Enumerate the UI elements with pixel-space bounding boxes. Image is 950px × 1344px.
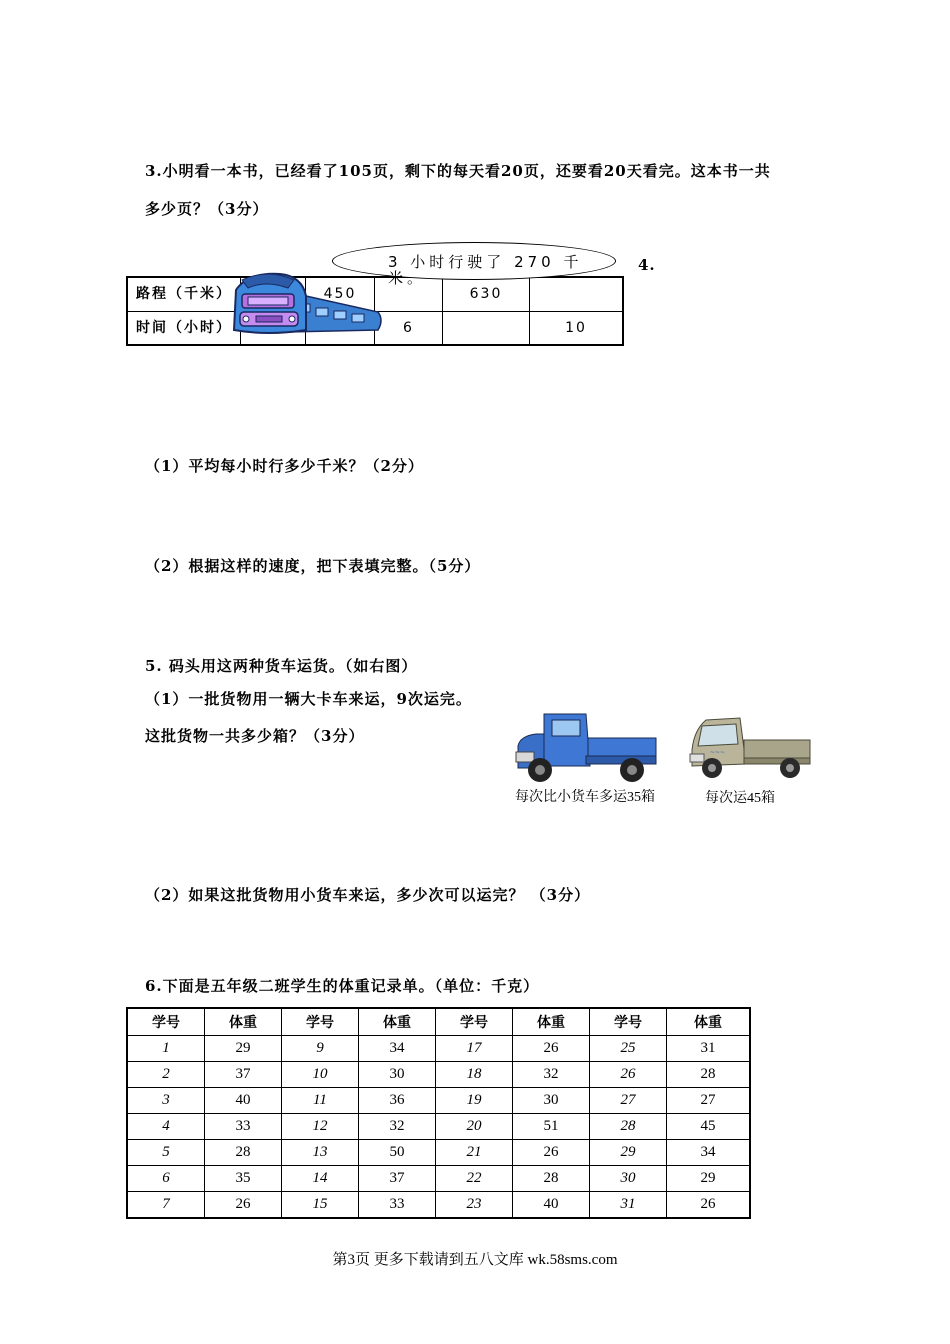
weight-cell: 28 bbox=[205, 1140, 282, 1166]
weight-cell: 26 bbox=[513, 1036, 590, 1062]
student-id-cell: 6 bbox=[127, 1166, 205, 1192]
student-id-cell: 17 bbox=[436, 1036, 513, 1062]
page-footer: 第3页 更多下载请到五八文库 wk.58sms.com bbox=[332, 1252, 618, 1268]
student-id-cell: 2 bbox=[127, 1062, 205, 1088]
student-id-cell: 13 bbox=[282, 1140, 359, 1166]
table-cell: 6 bbox=[375, 311, 443, 345]
student-id-cell: 30 bbox=[590, 1166, 667, 1192]
weight-cell: 51 bbox=[513, 1114, 590, 1140]
table-cell: 10 bbox=[530, 311, 624, 345]
weight-cell: 29 bbox=[205, 1036, 282, 1062]
student-id-cell: 26 bbox=[590, 1062, 667, 1088]
q4-sub2: （2）根据这样的速度，把下表填完整。（5分） bbox=[145, 557, 481, 575]
table-cell bbox=[443, 311, 530, 345]
table-row bbox=[127, 1140, 750, 1166]
weight-cell: 37 bbox=[205, 1062, 282, 1088]
weight-cell: 26 bbox=[667, 1192, 751, 1219]
header-weight: 体重 bbox=[667, 1008, 751, 1036]
student-id-cell: 9 bbox=[282, 1036, 359, 1062]
weight-cell: 40 bbox=[513, 1192, 590, 1219]
weight-cell: 30 bbox=[359, 1062, 436, 1088]
student-id-cell: 12 bbox=[282, 1114, 359, 1140]
q6-title: 6.下面是五年级二班学生的体重记录单。（单位：千克） bbox=[145, 977, 540, 995]
header-id: 学号 bbox=[282, 1008, 359, 1036]
weight-cell: 26 bbox=[513, 1140, 590, 1166]
q5-title: 5. 码头用这两种货车运货。（如右图） bbox=[145, 657, 418, 675]
student-id-cell: 11 bbox=[282, 1088, 359, 1114]
big-truck-caption: 每次比小货车多运35箱 bbox=[515, 790, 655, 805]
weight-cell: 30 bbox=[513, 1088, 590, 1114]
weight-cell: 29 bbox=[667, 1166, 751, 1192]
student-id-cell: 18 bbox=[436, 1062, 513, 1088]
student-id-cell: 22 bbox=[436, 1166, 513, 1192]
student-id-cell: 14 bbox=[282, 1166, 359, 1192]
table-row bbox=[127, 1166, 750, 1192]
q3-line2: 多少页？（3分） bbox=[145, 200, 269, 218]
small-truck-icon bbox=[688, 710, 812, 782]
q4-number: 4. bbox=[638, 256, 656, 274]
small-truck-decal: ~~~ bbox=[710, 749, 726, 756]
train-icon bbox=[228, 270, 386, 338]
weight-cell: 40 bbox=[205, 1088, 282, 1114]
table-cell: 450 bbox=[306, 277, 375, 311]
q5-sub2: （2）如果这批货物用小货车来运，多少次可以运完？ （3分） bbox=[145, 886, 591, 904]
header-id: 学号 bbox=[436, 1008, 513, 1036]
student-id-cell: 31 bbox=[590, 1192, 667, 1219]
student-id-cell: 29 bbox=[590, 1140, 667, 1166]
weight-cell: 28 bbox=[667, 1062, 751, 1088]
student-id-cell: 21 bbox=[436, 1140, 513, 1166]
student-id-cell: 1 bbox=[127, 1036, 205, 1062]
weight-cell: 32 bbox=[513, 1062, 590, 1088]
table-row bbox=[127, 1062, 750, 1088]
weight-cell: 33 bbox=[205, 1114, 282, 1140]
q4-sub1: （1）平均每小时行多少千米？（2分） bbox=[145, 457, 424, 475]
student-id-cell: 4 bbox=[127, 1114, 205, 1140]
weight-cell: 50 bbox=[359, 1140, 436, 1166]
weight-cell: 32 bbox=[359, 1114, 436, 1140]
student-id-cell: 7 bbox=[127, 1192, 205, 1219]
table-cell: 630 bbox=[443, 277, 530, 311]
row-label-time: 时间（小时） bbox=[127, 311, 241, 345]
student-id-cell: 20 bbox=[436, 1114, 513, 1140]
weight-cell: 28 bbox=[513, 1166, 590, 1192]
weight-cell: 26 bbox=[205, 1192, 282, 1219]
student-id-cell: 10 bbox=[282, 1062, 359, 1088]
speech-bubble-text: 3 小时行驶了 270 千米。 bbox=[388, 253, 583, 287]
table-row bbox=[127, 1114, 750, 1140]
weight-cell: 34 bbox=[667, 1140, 751, 1166]
q5-sub1: （1）一批货物用一辆大卡车来运，9次运完。 bbox=[145, 690, 472, 708]
weight-table bbox=[126, 1007, 751, 1219]
weight-cell: 33 bbox=[359, 1192, 436, 1219]
q3-line1: 3.小明看一本书，已经看了105页，剩下的每天看20页，还要看20天看完。这本书一共 bbox=[145, 162, 771, 180]
header-weight: 体重 bbox=[359, 1008, 436, 1036]
student-id-cell: 5 bbox=[127, 1140, 205, 1166]
q5-sub1b: 这批货物一共多少箱？（3分） bbox=[145, 727, 365, 745]
header-weight: 体重 bbox=[205, 1008, 282, 1036]
weight-cell: 45 bbox=[667, 1114, 751, 1140]
student-id-cell: 15 bbox=[282, 1192, 359, 1219]
student-id-cell: 25 bbox=[590, 1036, 667, 1062]
weight-cell: 34 bbox=[359, 1036, 436, 1062]
row-label-distance: 路程（千米） bbox=[127, 277, 241, 311]
header-id: 学号 bbox=[590, 1008, 667, 1036]
table-row bbox=[127, 1088, 750, 1114]
student-id-cell: 23 bbox=[436, 1192, 513, 1219]
weight-cell: 36 bbox=[359, 1088, 436, 1114]
weight-cell: 27 bbox=[667, 1088, 751, 1114]
header-weight: 体重 bbox=[513, 1008, 590, 1036]
big-truck-icon bbox=[514, 708, 659, 784]
table-row bbox=[127, 1192, 750, 1219]
student-id-cell: 19 bbox=[436, 1088, 513, 1114]
student-id-cell: 27 bbox=[590, 1088, 667, 1114]
small-truck-caption: 每次运45箱 bbox=[705, 791, 775, 806]
weight-cell: 35 bbox=[205, 1166, 282, 1192]
header-id: 学号 bbox=[127, 1008, 205, 1036]
weight-cell: 31 bbox=[667, 1036, 751, 1062]
student-id-cell: 28 bbox=[590, 1114, 667, 1140]
table-row bbox=[127, 1036, 750, 1062]
table-header-row bbox=[127, 1008, 750, 1036]
weight-cell: 37 bbox=[359, 1166, 436, 1192]
student-id-cell: 3 bbox=[127, 1088, 205, 1114]
